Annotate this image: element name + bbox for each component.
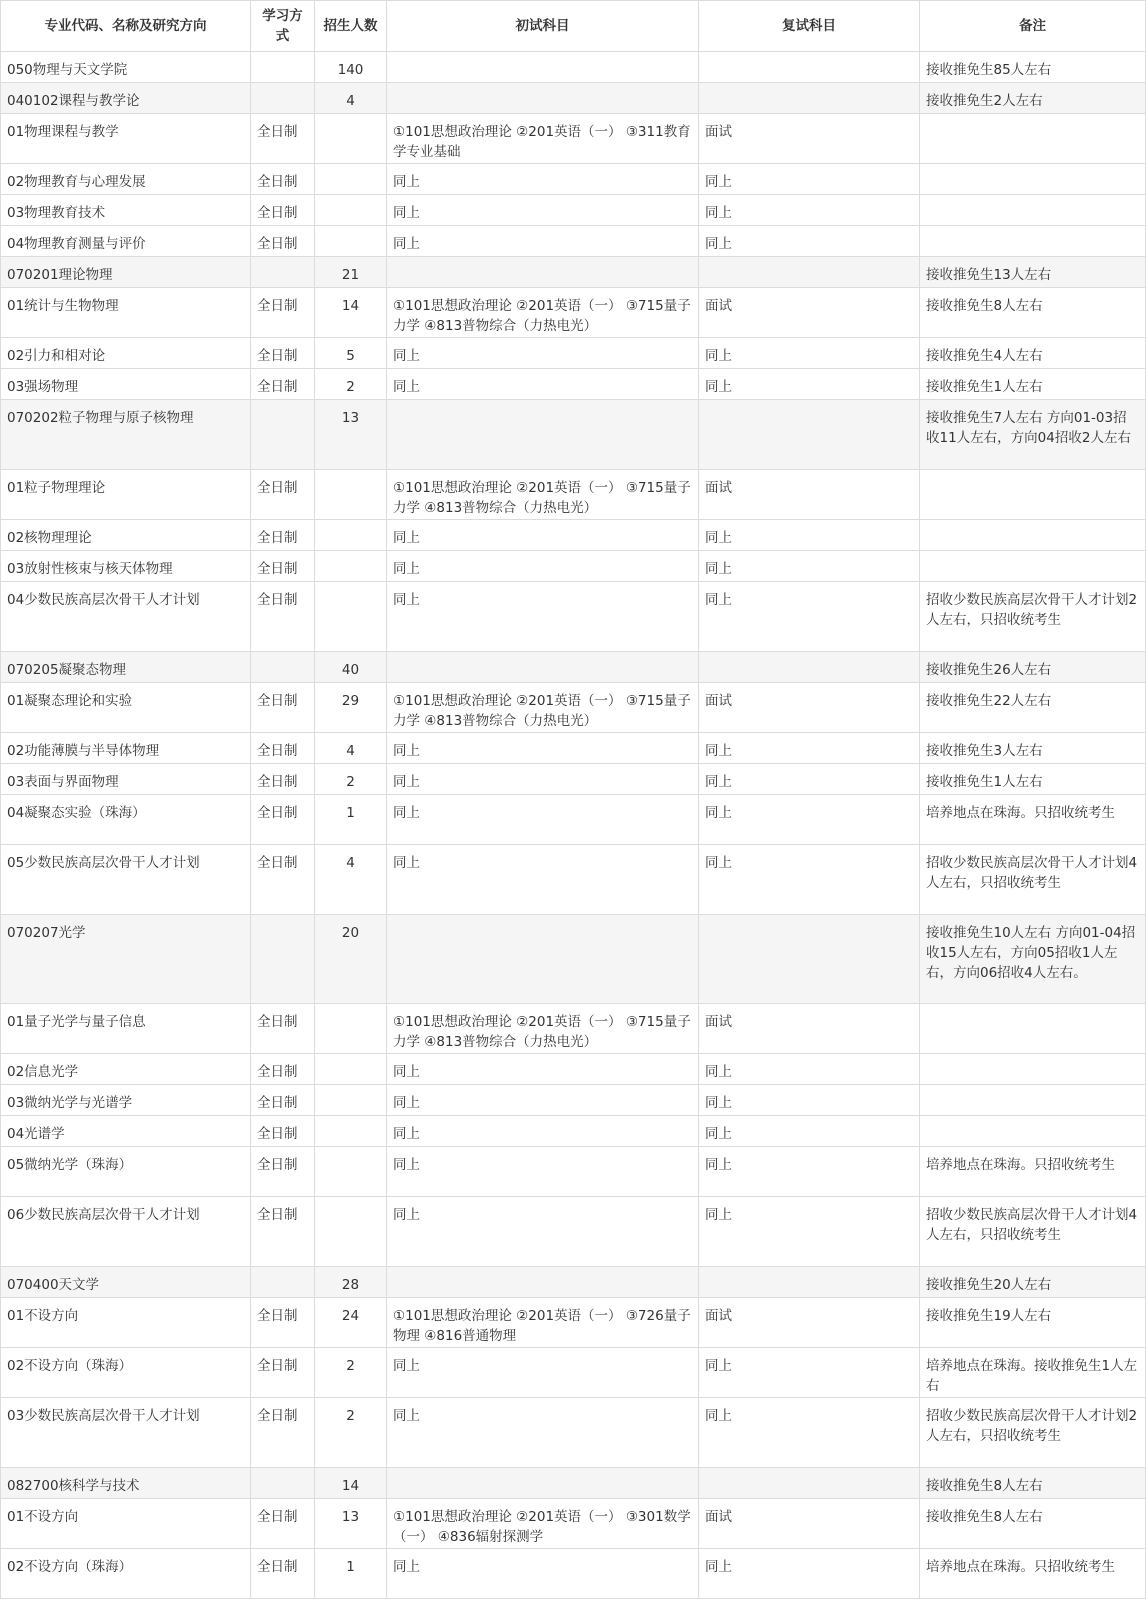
major-cell: 01统计与生物物理 [1,288,251,338]
retest-cell: 同上 [699,1054,920,1085]
major-cell: 01物理课程与教学 [1,114,251,164]
direction-row [1,114,1146,164]
initial-exam-cell [387,915,699,1004]
major-cell: 03物理教育技术 [1,195,251,226]
major-cell: 070400天文学 [1,1267,251,1298]
retest-cell [699,400,920,470]
major-cell: 04光谱学 [1,1116,251,1147]
direction-row [1,288,1146,338]
remarks-cell [920,226,1146,257]
enrollment-cell: 4 [315,733,387,764]
retest-cell: 同上 [699,1147,920,1197]
initial-exam-cell: 同上 [387,195,699,226]
enrollment-cell: 14 [315,1468,387,1499]
direction-row [1,733,1146,764]
remarks-cell: 招收少数民族高层次骨干人才计划4人左右，只招收统考生 [920,845,1146,915]
study-mode-cell: 全日制 [251,288,315,338]
major-cell: 05少数民族高层次骨干人才计划 [1,845,251,915]
initial-exam-cell: 同上 [387,520,699,551]
study-mode-cell [251,1468,315,1499]
retest-cell: 面试 [699,1298,920,1348]
retest-cell [699,1267,920,1298]
study-mode-cell: 全日制 [251,1398,315,1468]
study-mode-cell: 全日制 [251,338,315,369]
direction-row [1,164,1146,195]
remarks-cell: 接收推免生1人左右 [920,369,1146,400]
direction-row [1,1197,1146,1267]
major-row [1,83,1146,114]
major-cell: 02功能薄膜与半导体物理 [1,733,251,764]
study-mode-cell: 全日制 [251,1549,315,1599]
retest-cell: 面试 [699,1499,920,1549]
retest-cell: 同上 [699,195,920,226]
major-row [1,257,1146,288]
study-mode-cell: 全日制 [251,1298,315,1348]
enrollment-cell [315,195,387,226]
enrollment-cell [315,582,387,652]
study-mode-cell: 全日制 [251,1054,315,1085]
remarks-cell [920,1004,1146,1054]
major-cell: 02不设方向（珠海） [1,1348,251,1398]
study-mode-cell: 全日制 [251,1116,315,1147]
direction-row [1,520,1146,551]
enrollment-cell [315,1054,387,1085]
direction-row [1,226,1146,257]
initial-exam-cell: 同上 [387,795,699,845]
study-mode-cell [251,915,315,1004]
retest-cell: 面试 [699,114,920,164]
direction-row [1,1499,1146,1549]
direction-row [1,338,1146,369]
enrollment-cell [315,470,387,520]
remarks-cell: 接收推免生20人左右 [920,1267,1146,1298]
enrollment-cell [315,1116,387,1147]
retest-cell: 同上 [699,369,920,400]
major-cell: 04凝聚态实验（珠海） [1,795,251,845]
remarks-cell: 培养地点在珠海。只招收统考生 [920,795,1146,845]
study-mode-cell: 全日制 [251,795,315,845]
major-cell: 01不设方向 [1,1298,251,1348]
study-mode-cell: 全日制 [251,1348,315,1398]
initial-exam-cell: 同上 [387,1054,699,1085]
header-study-mode: 学习方式 [251,1,315,52]
retest-cell: 同上 [699,733,920,764]
retest-cell: 面试 [699,288,920,338]
retest-cell: 同上 [699,582,920,652]
retest-cell: 同上 [699,795,920,845]
retest-cell [699,83,920,114]
remarks-cell: 招收少数民族高层次骨干人才计划4人左右，只招收统考生 [920,1197,1146,1267]
enrollment-cell: 24 [315,1298,387,1348]
major-cell: 02信息光学 [1,1054,251,1085]
direction-row [1,582,1146,652]
initial-exam-cell: 同上 [387,1549,699,1599]
initial-exam-cell: ①101思想政治理论 ②201英语（一） ③715量子力学 ④813普物综合（力热电光） [387,683,699,733]
remarks-cell [920,1085,1146,1116]
enrollment-cell [315,551,387,582]
enrollment-cell: 40 [315,652,387,683]
study-mode-cell [251,400,315,470]
initial-exam-cell: 同上 [387,1085,699,1116]
major-cell: 02核物理理论 [1,520,251,551]
retest-cell [699,52,920,83]
major-cell: 01不设方向 [1,1499,251,1549]
retest-cell: 同上 [699,1085,920,1116]
retest-cell: 同上 [699,226,920,257]
direction-row [1,1298,1146,1348]
initial-exam-cell: 同上 [387,582,699,652]
enrollment-cell [315,1147,387,1197]
retest-cell: 面试 [699,1004,920,1054]
remarks-cell: 接收推免生2人左右 [920,83,1146,114]
study-mode-cell: 全日制 [251,1004,315,1054]
initial-exam-cell: 同上 [387,164,699,195]
remarks-cell: 接收推免生22人左右 [920,683,1146,733]
retest-cell [699,915,920,1004]
initial-exam-cell: 同上 [387,1116,699,1147]
retest-cell [699,652,920,683]
remarks-cell: 接收推免生1人左右 [920,764,1146,795]
major-row [1,1468,1146,1499]
retest-cell: 同上 [699,520,920,551]
initial-exam-cell: 同上 [387,338,699,369]
initial-exam-cell [387,400,699,470]
initial-exam-cell [387,1468,699,1499]
study-mode-cell: 全日制 [251,1499,315,1549]
direction-row [1,764,1146,795]
enrollment-cell: 2 [315,764,387,795]
remarks-cell: 接收推免生8人左右 [920,1468,1146,1499]
direction-row [1,845,1146,915]
enrollment-cell: 2 [315,369,387,400]
initial-exam-cell: 同上 [387,369,699,400]
study-mode-cell: 全日制 [251,551,315,582]
major-cell: 04物理教育测量与评价 [1,226,251,257]
direction-row [1,1549,1146,1599]
enrollment-cell: 5 [315,338,387,369]
retest-cell [699,1468,920,1499]
enrollment-cell: 13 [315,1499,387,1549]
initial-exam-cell [387,257,699,288]
enrollment-cell [315,1085,387,1116]
study-mode-cell: 全日制 [251,1197,315,1267]
major-cell: 070207光学 [1,915,251,1004]
initial-exam-cell: 同上 [387,1398,699,1468]
header-major: 专业代码、名称及研究方向 [1,1,251,52]
major-row [1,652,1146,683]
study-mode-cell [251,1267,315,1298]
enrollment-cell [315,114,387,164]
direction-row [1,1147,1146,1197]
header-retest: 复试科目 [699,1,920,52]
header-row [1,1,1146,52]
major-cell: 070205凝聚态物理 [1,652,251,683]
enrollment-cell [315,1004,387,1054]
enrollment-cell: 13 [315,400,387,470]
direction-row [1,795,1146,845]
initial-exam-cell: 同上 [387,764,699,795]
enrollment-cell [315,226,387,257]
direction-row [1,470,1146,520]
enrollment-cell: 140 [315,52,387,83]
enrollment-cell: 28 [315,1267,387,1298]
initial-exam-cell [387,52,699,83]
retest-cell: 面试 [699,683,920,733]
retest-cell: 同上 [699,764,920,795]
major-cell: 040102课程与教学论 [1,83,251,114]
direction-row [1,195,1146,226]
study-mode-cell: 全日制 [251,582,315,652]
direction-row [1,551,1146,582]
retest-cell: 同上 [699,551,920,582]
enrollment-cell: 4 [315,83,387,114]
direction-row [1,1054,1146,1085]
remarks-cell: 招收少数民族高层次骨干人才计划2人左右，只招收统考生 [920,1398,1146,1468]
study-mode-cell: 全日制 [251,226,315,257]
study-mode-cell: 全日制 [251,733,315,764]
major-row [1,1267,1146,1298]
enrollment-cell [315,1197,387,1267]
study-mode-cell: 全日制 [251,1085,315,1116]
study-mode-cell: 全日制 [251,845,315,915]
enrollment-cell: 14 [315,288,387,338]
direction-row [1,369,1146,400]
enrollment-cell: 4 [315,845,387,915]
major-cell: 03表面与界面物理 [1,764,251,795]
major-cell: 03少数民族高层次骨干人才计划 [1,1398,251,1468]
remarks-cell: 接收推免生85人左右 [920,52,1146,83]
retest-cell: 同上 [699,1197,920,1267]
remarks-cell: 培养地点在珠海。接收推免生1人左右 [920,1348,1146,1398]
major-cell: 05微纳光学（珠海） [1,1147,251,1197]
major-cell: 03微纳光学与光谱学 [1,1085,251,1116]
retest-cell: 同上 [699,1116,920,1147]
major-cell: 01量子光学与量子信息 [1,1004,251,1054]
retest-cell [699,257,920,288]
remarks-cell: 接收推免生13人左右 [920,257,1146,288]
initial-exam-cell: ①101思想政治理论 ②201英语（一） ③715量子力学 ④813普物综合（力热电光） [387,470,699,520]
enrollment-cell: 2 [315,1398,387,1468]
initial-exam-cell: ①101思想政治理论 ②201英语（一） ③301数学（一） ④836辐射探测学 [387,1499,699,1549]
retest-cell: 同上 [699,338,920,369]
remarks-cell [920,470,1146,520]
direction-row [1,683,1146,733]
study-mode-cell: 全日制 [251,1147,315,1197]
major-cell: 01凝聚态理论和实验 [1,683,251,733]
remarks-cell: 接收推免生10人左右 方向01-04招收15人左右，方向05招收1人左右，方向06招收4人左右。 [920,915,1146,1004]
initial-exam-cell: 同上 [387,551,699,582]
initial-exam-cell: 同上 [387,1197,699,1267]
remarks-cell [920,195,1146,226]
remarks-cell [920,1116,1146,1147]
direction-row [1,1116,1146,1147]
remarks-cell: 接收推免生8人左右 [920,288,1146,338]
major-cell: 050物理与天文学院 [1,52,251,83]
major-cell: 01粒子物理理论 [1,470,251,520]
major-cell: 082700核科学与技术 [1,1468,251,1499]
remarks-cell: 培养地点在珠海。只招收统考生 [920,1147,1146,1197]
remarks-cell: 接收推免生8人左右 [920,1499,1146,1549]
retest-cell: 同上 [699,1348,920,1398]
major-cell: 070202粒子物理与原子核物理 [1,400,251,470]
study-mode-cell [251,257,315,288]
table-body [1,52,1146,1599]
remarks-cell: 接收推免生7人左右 方向01-03招收11人左右，方向04招收2人左右 [920,400,1146,470]
retest-cell: 同上 [699,1398,920,1468]
retest-cell: 同上 [699,845,920,915]
study-mode-cell: 全日制 [251,470,315,520]
initial-exam-cell: 同上 [387,845,699,915]
study-mode-cell: 全日制 [251,195,315,226]
study-mode-cell [251,52,315,83]
header-remarks: 备注 [920,1,1146,52]
retest-cell: 面试 [699,470,920,520]
direction-row [1,1398,1146,1468]
remarks-cell: 接收推免生26人左右 [920,652,1146,683]
major-cell: 02引力和相对论 [1,338,251,369]
study-mode-cell [251,652,315,683]
enrollment-cell [315,164,387,195]
remarks-cell: 招收少数民族高层次骨干人才计划2人左右，只招收统考生 [920,582,1146,652]
header-initial-exam: 初试科目 [387,1,699,52]
study-mode-cell: 全日制 [251,764,315,795]
study-mode-cell: 全日制 [251,369,315,400]
header-enrollment: 招生人数 [315,1,387,52]
major-cell: 02物理教育与心理发展 [1,164,251,195]
enrollment-cell: 21 [315,257,387,288]
initial-exam-cell: ①101思想政治理论 ②201英语（一） ③726量子物理 ④816普通物理 [387,1298,699,1348]
major-cell: 03放射性核束与核天体物理 [1,551,251,582]
initial-exam-cell: ①101思想政治理论 ②201英语（一） ③715量子力学 ④813普物综合（力热电光） [387,1004,699,1054]
initial-exam-cell [387,1267,699,1298]
major-cell: 06少数民族高层次骨干人才计划 [1,1197,251,1267]
initial-exam-cell: ①101思想政治理论 ②201英语（一） ③715量子力学 ④813普物综合（力热电光） [387,288,699,338]
initial-exam-cell [387,652,699,683]
enrollment-cell: 1 [315,795,387,845]
major-cell: 070201理论物理 [1,257,251,288]
enrollment-cell [315,520,387,551]
initial-exam-cell [387,83,699,114]
direction-row [1,1085,1146,1116]
study-mode-cell: 全日制 [251,520,315,551]
college-row [1,52,1146,83]
remarks-cell [920,1054,1146,1085]
initial-exam-cell: ①101思想政治理论 ②201英语（一） ③311教育学专业基础 [387,114,699,164]
remarks-cell: 接收推免生3人左右 [920,733,1146,764]
enrollment-cell: 20 [315,915,387,1004]
retest-cell: 同上 [699,164,920,195]
initial-exam-cell: 同上 [387,733,699,764]
retest-cell: 同上 [699,1549,920,1599]
initial-exam-cell: 同上 [387,226,699,257]
major-cell: 03强场物理 [1,369,251,400]
study-mode-cell: 全日制 [251,683,315,733]
direction-row [1,1348,1146,1398]
remarks-cell [920,551,1146,582]
major-row [1,400,1146,470]
enrollment-cell: 1 [315,1549,387,1599]
initial-exam-cell: 同上 [387,1348,699,1398]
remarks-cell [920,114,1146,164]
major-cell: 02不设方向（珠海） [1,1549,251,1599]
enrollment-cell: 29 [315,683,387,733]
enrollment-cell: 2 [315,1348,387,1398]
major-cell: 04少数民族高层次骨干人才计划 [1,582,251,652]
study-mode-cell: 全日制 [251,164,315,195]
initial-exam-cell: 同上 [387,1147,699,1197]
remarks-cell: 培养地点在珠海。只招收统考生 [920,1549,1146,1599]
study-mode-cell: 全日制 [251,114,315,164]
remarks-cell [920,520,1146,551]
direction-row [1,1004,1146,1054]
remarks-cell [920,164,1146,195]
major-row [1,915,1146,1004]
remarks-cell: 接收推免生4人左右 [920,338,1146,369]
study-mode-cell [251,83,315,114]
remarks-cell: 接收推免生19人左右 [920,1298,1146,1348]
